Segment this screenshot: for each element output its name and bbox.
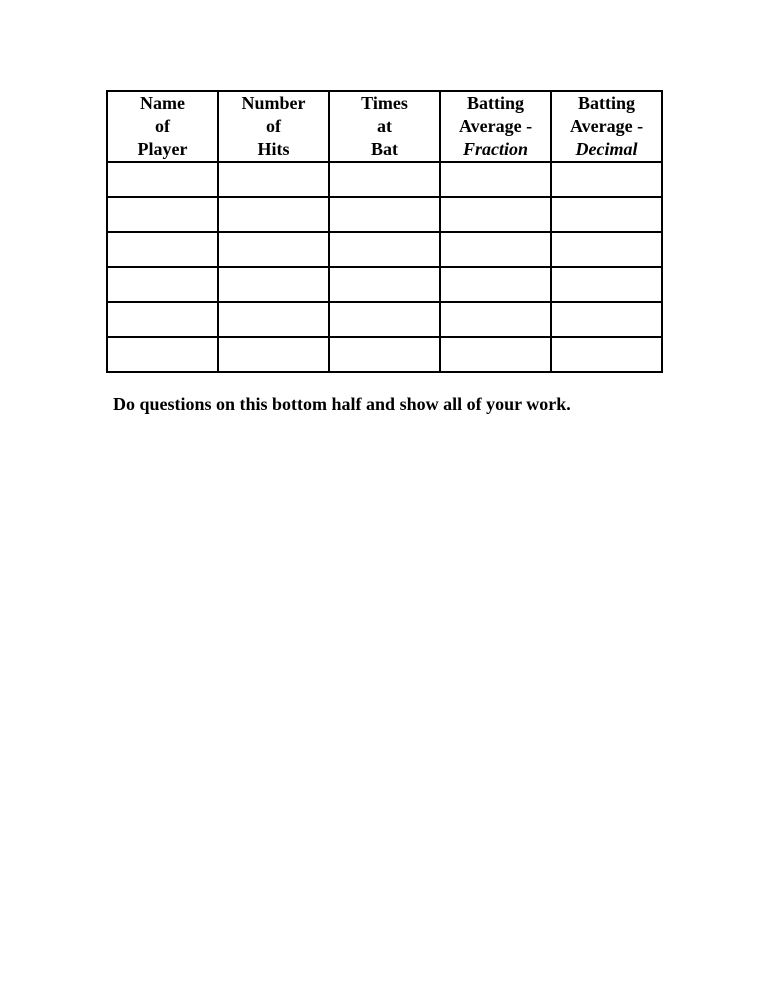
table-cell[interactable] xyxy=(440,302,551,337)
header-times-at-bat xyxy=(329,91,440,162)
table-cell[interactable] xyxy=(218,232,329,267)
table-cell[interactable] xyxy=(329,232,440,267)
header-line: Fraction xyxy=(462,139,528,159)
instruction-text: Do questions on this bottom half and show all of your work. xyxy=(113,394,571,414)
table-cell[interactable] xyxy=(329,302,440,337)
table-cell[interactable] xyxy=(551,267,662,302)
header-line: Batting xyxy=(466,93,524,113)
header-line: at xyxy=(377,116,392,136)
header-line: Bat xyxy=(371,139,398,159)
header-line: Decimal xyxy=(575,139,638,159)
table-cell[interactable] xyxy=(329,197,440,232)
table-row xyxy=(107,232,662,267)
table-row xyxy=(107,337,662,372)
table-cell[interactable] xyxy=(551,302,662,337)
table-row xyxy=(107,162,662,197)
header-line: Name xyxy=(140,93,185,113)
header-line: Number xyxy=(241,93,306,113)
header-line: Batting xyxy=(577,93,635,113)
header-batting-average-fraction xyxy=(440,91,551,162)
table-cell[interactable] xyxy=(107,267,218,302)
table-row xyxy=(107,197,662,232)
table-cell[interactable] xyxy=(440,267,551,302)
table-cell[interactable] xyxy=(218,302,329,337)
header-line: Average - xyxy=(458,116,533,136)
table-cell[interactable] xyxy=(218,267,329,302)
header-line: Player xyxy=(137,139,188,159)
table-row xyxy=(107,302,662,337)
table-cell[interactable] xyxy=(107,337,218,372)
header-row xyxy=(107,91,662,162)
table-cell[interactable] xyxy=(551,337,662,372)
table-cell[interactable] xyxy=(107,197,218,232)
table-cell[interactable] xyxy=(551,232,662,267)
header-line: Times xyxy=(361,93,408,113)
header-line: Hits xyxy=(257,139,290,159)
header-number-of-hits xyxy=(218,91,329,162)
table-cell[interactable] xyxy=(218,162,329,197)
table-cell[interactable] xyxy=(107,162,218,197)
header-batting-average-decimal xyxy=(551,91,662,162)
table-cell[interactable] xyxy=(440,337,551,372)
table-cell[interactable] xyxy=(440,162,551,197)
table-cell[interactable] xyxy=(218,197,329,232)
header-line: of xyxy=(266,116,281,136)
table-cell[interactable] xyxy=(329,337,440,372)
table-cell[interactable] xyxy=(440,232,551,267)
table-cell[interactable] xyxy=(329,162,440,197)
table-cell[interactable] xyxy=(107,302,218,337)
header-name-of-player xyxy=(107,91,218,162)
batting-average-table xyxy=(106,90,663,373)
header-line: Average - xyxy=(569,116,644,136)
table-cell[interactable] xyxy=(440,197,551,232)
table-cell[interactable] xyxy=(329,267,440,302)
header-line: of xyxy=(155,116,170,136)
table-cell[interactable] xyxy=(107,232,218,267)
table-row xyxy=(107,267,662,302)
table-cell[interactable] xyxy=(218,337,329,372)
table-cell[interactable] xyxy=(551,197,662,232)
table-cell[interactable] xyxy=(551,162,662,197)
